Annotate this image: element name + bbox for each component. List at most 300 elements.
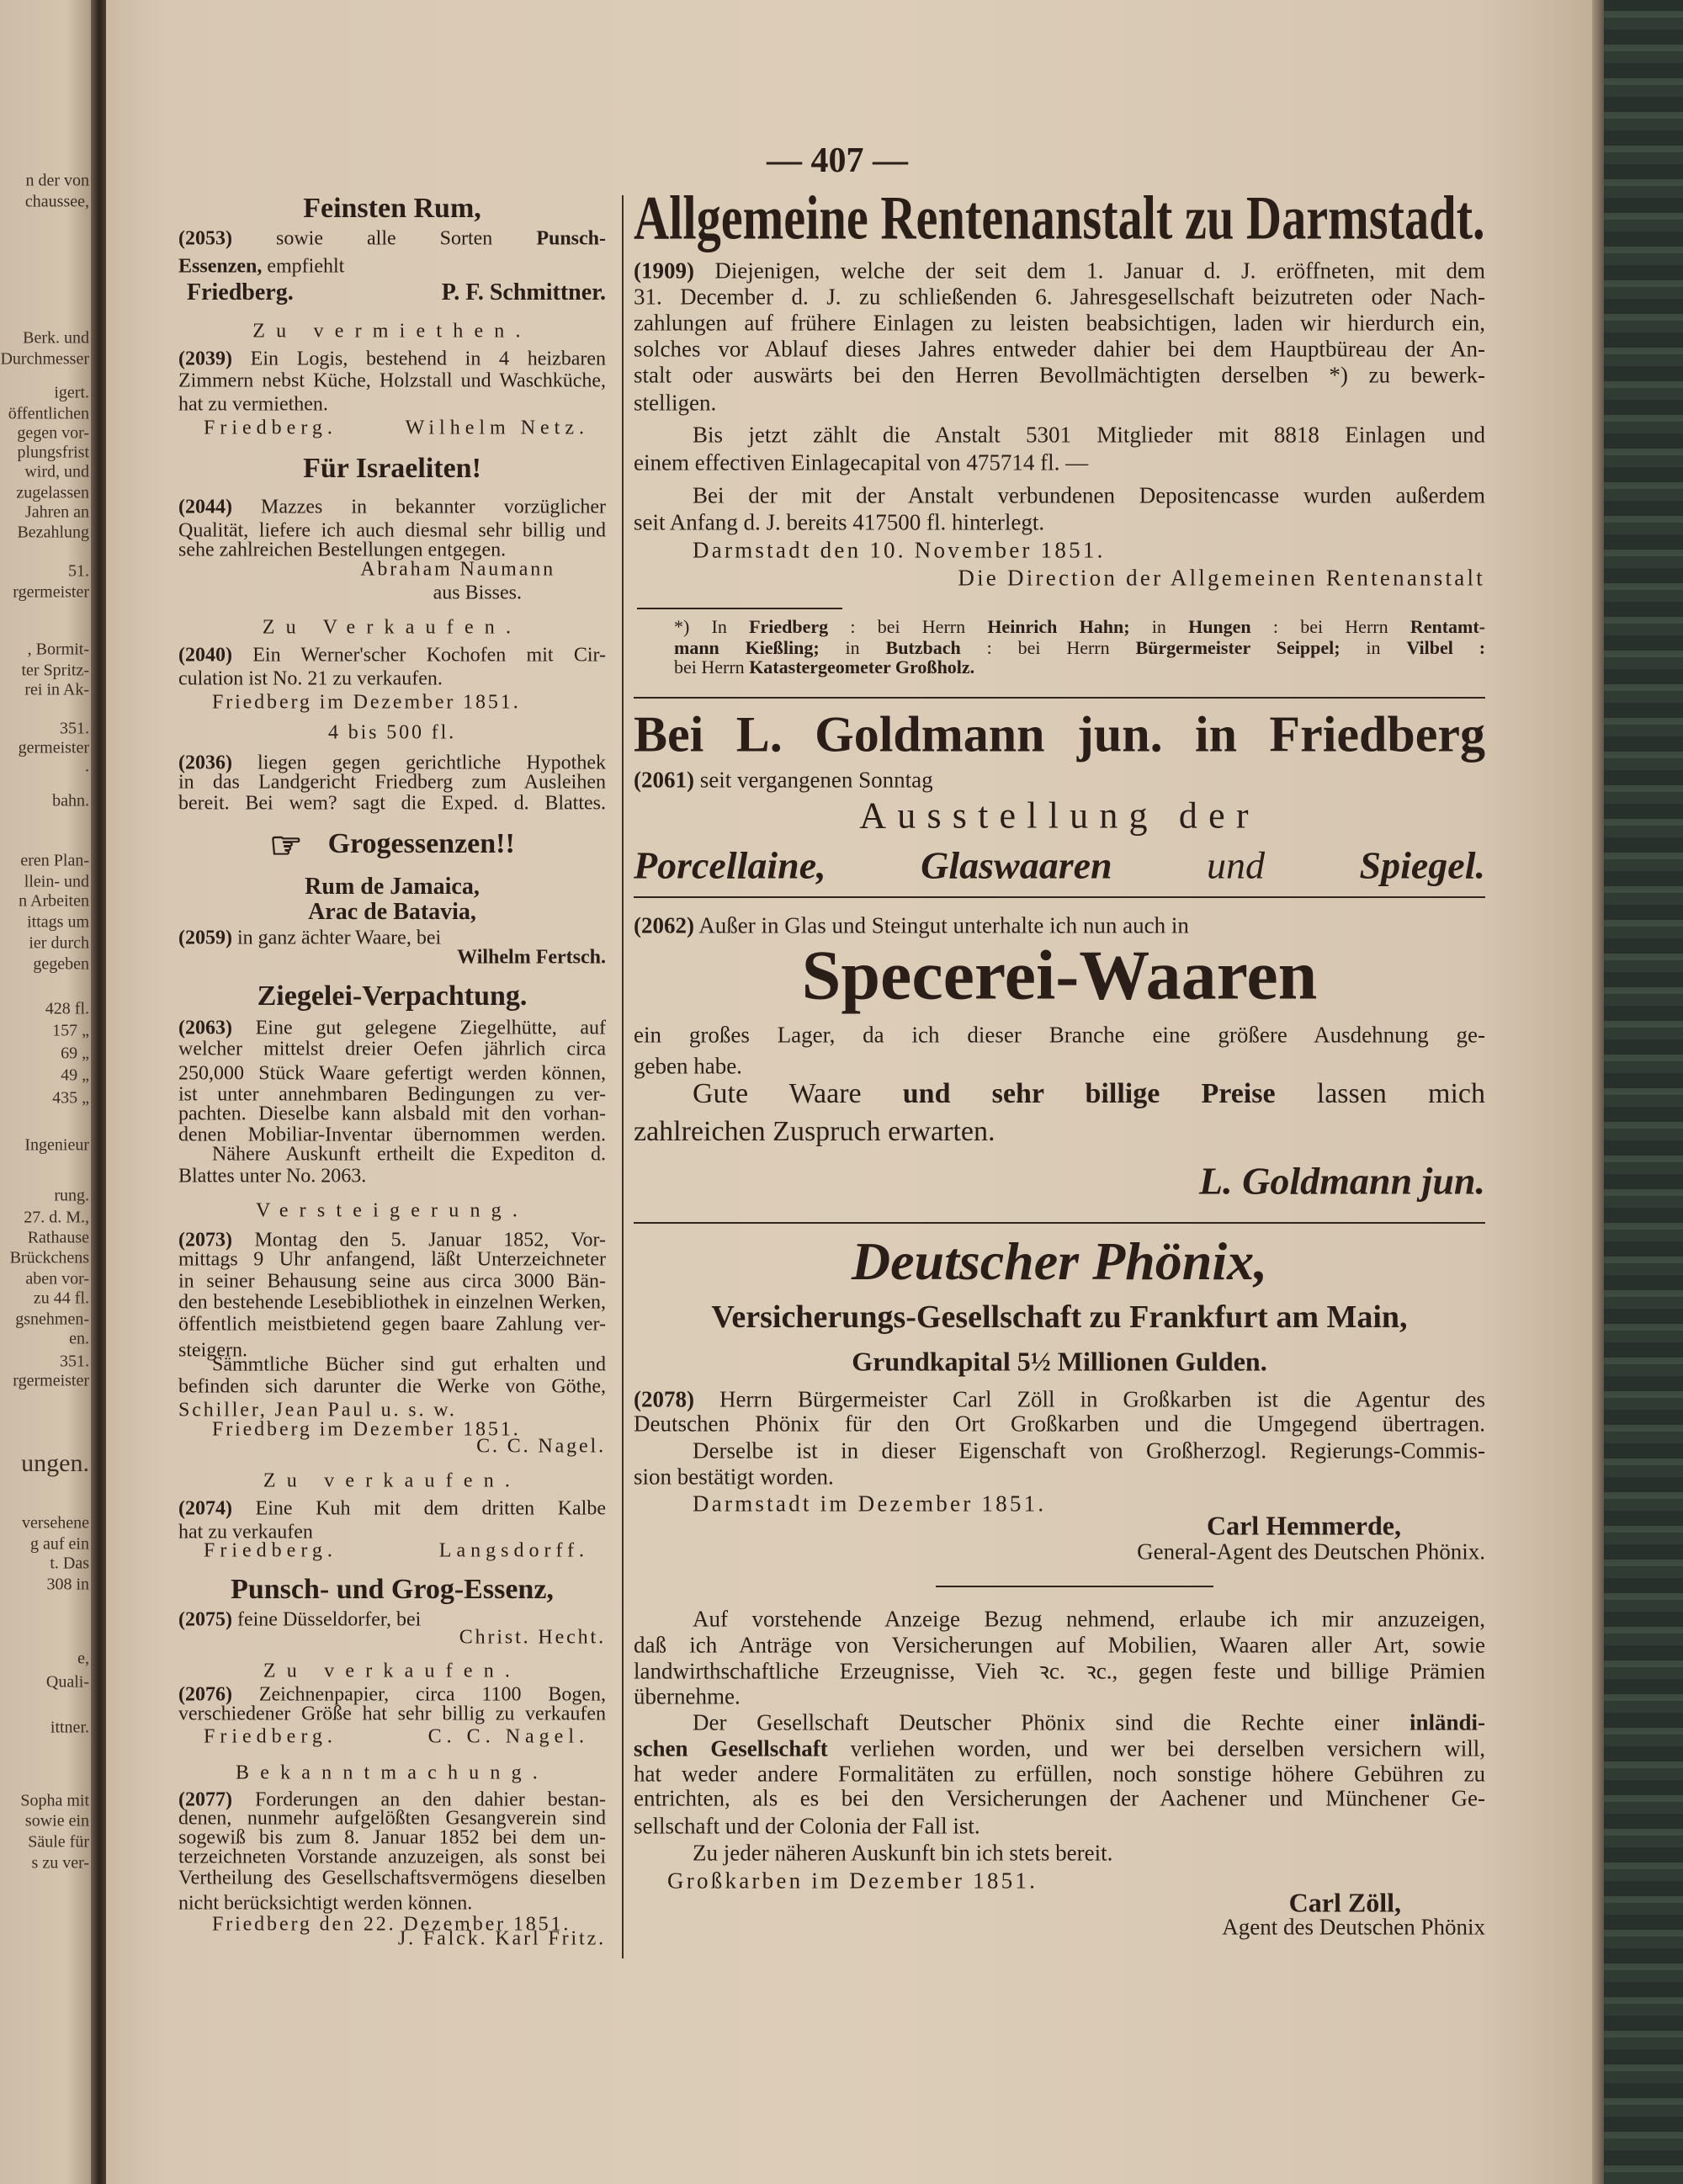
headline — [178, 899, 606, 926]
line-text: zahlreichen Zuspruch erwarten. — [634, 1116, 995, 1147]
headline — [178, 980, 606, 1012]
line-text: geben habe. — [634, 1053, 742, 1079]
margin-fragment: Brückchens — [9, 1248, 89, 1267]
line-text: Diejenigen, welche der seit dem 1. Januar d. J. eröffneten, mit dem — [693, 258, 1485, 284]
margin-fragment: 69 „ — [61, 1044, 89, 1063]
text-line — [178, 256, 606, 279]
headline — [634, 1347, 1485, 1378]
line-text: : bei Herrn — [1250, 616, 1410, 637]
line-text: Arac de Batavia, — [308, 899, 476, 925]
line-text: L. Goldmann jun. — [1199, 1159, 1485, 1203]
margin-fragment: wird, und — [24, 462, 89, 481]
line-text: Grundkapital 5½ Millionen Gulden. — [852, 1346, 1267, 1377]
line-text: Darmstadt im Dezember 1851. — [693, 1491, 1047, 1517]
margin-fragment: e, — [77, 1649, 89, 1668]
margin-fragment: Quali- — [45, 1672, 89, 1692]
text-line — [178, 1470, 606, 1493]
ad-number: (2059) — [178, 927, 232, 949]
text-line — [634, 1116, 1485, 1148]
line-text: Allgemeine Rentenanstalt zu Darmstadt. — [634, 183, 1485, 253]
margin-fragment: . — [85, 757, 89, 776]
line-text: Nähere Auskunft ertheilt die Expediton d. — [212, 1143, 606, 1166]
margin-fragment: Bezahlung — [17, 523, 89, 542]
line-text: hat weder andere Formalitäten zu erfüllen, noch sonstige höhere Gebühren zu — [634, 1761, 1485, 1787]
margin-fragment: llein- und — [24, 872, 89, 891]
emphasized-text: Rentamt- — [1410, 616, 1486, 637]
place-name: Friedberg. — [204, 1725, 337, 1748]
ad-number: (2063) — [178, 1017, 232, 1039]
text-line — [634, 391, 1485, 417]
line-text: Herrn Bürgermeister Carl Zöll in Großkarben ist die Agentur des — [693, 1386, 1485, 1412]
ad-number: (2040) — [178, 644, 232, 667]
text-line — [178, 1762, 606, 1785]
text-line — [178, 1893, 606, 1916]
headline — [178, 193, 606, 225]
line-text: Grogessenzen!! — [327, 827, 515, 859]
margin-fragment: 435 „ — [52, 1088, 89, 1108]
margin-fragment: Rathause — [27, 1228, 89, 1247]
line-text: Zeichnenpapier, circa 1100 Bogen, — [231, 1683, 606, 1706]
text-line — [178, 1376, 606, 1399]
line-text: : bei Herrn — [828, 616, 988, 637]
line-text: Außer in Glas und Steingut unterhalte ich nun auch in — [693, 912, 1189, 938]
line-text: Mazzes in bekannter vorzüglicher — [231, 496, 606, 518]
line-text: und — [1112, 843, 1360, 887]
margin-fragment: Durchmesser — [0, 349, 89, 369]
margin-fragment: eren Plan- — [20, 851, 89, 870]
margin-fragment: versehene — [22, 1513, 89, 1533]
text-line — [634, 1539, 1485, 1565]
line-text: Auf vorstehende Anzeige Bezug nehmend, erlaube ich mir anzuzeigen, — [693, 1606, 1485, 1632]
line-text: C. C. Nagel. — [476, 1435, 606, 1458]
text-line — [634, 1710, 1485, 1736]
line-text: übernehme. — [634, 1683, 741, 1709]
text-line — [634, 1023, 1485, 1049]
line-text: steigern. — [178, 1339, 247, 1362]
previous-page-edge — [0, 0, 94, 2184]
text-line — [634, 422, 1485, 449]
signature: C. C. Nagel. — [427, 1725, 589, 1748]
signature: Langsdorff. — [438, 1539, 589, 1562]
line-text: Zimmern nebst Küche, Holzstall und Waschküche, — [178, 369, 606, 392]
text-line — [634, 1464, 1485, 1491]
line-text: Derselbe ist in dieser Eigenschaft von Großherzogl. Regierungs-Commis- — [693, 1437, 1485, 1464]
line-text: ein großes Lager, da ich dieser Branche eine größere Ausdehnung ge- — [634, 1022, 1485, 1048]
line-text: zahlungen auf frühere Einlagen zu leisten beabsichtigen, laden wir hierdurch ein, — [634, 310, 1485, 336]
emphasized-text: mann Kießling; — [674, 637, 820, 658]
text-line — [178, 497, 606, 519]
margin-fragment: 308 in — [46, 1575, 89, 1594]
text-line — [634, 1736, 1485, 1762]
line-text: seit vergangenen Sonntag — [693, 767, 933, 793]
headline — [634, 183, 1485, 255]
headline — [634, 935, 1485, 1017]
margin-fragment: 49 „ — [61, 1065, 89, 1085]
line-text: : bei Herrn — [960, 637, 1136, 658]
emphasized-text: Hungen — [1188, 616, 1251, 637]
margin-fragment: g auf ein — [30, 1534, 89, 1554]
ad-number: (2062) — [634, 912, 694, 938]
text-line — [634, 1607, 1485, 1633]
text-line — [634, 1814, 1485, 1840]
margin-fragment: gegeben — [33, 954, 89, 974]
text-line — [634, 450, 1485, 476]
headline — [178, 1574, 606, 1606]
text-line — [178, 582, 606, 605]
margin-fragment: Säule für — [28, 1832, 89, 1852]
ad-number: (2074) — [178, 1497, 232, 1520]
text-line — [634, 1841, 1485, 1867]
line-text: Versicherungs-Gesellschaft zu Frankfurt am Main, — [711, 1299, 1408, 1335]
line-text: Deutscher Phönix, — [851, 1231, 1268, 1291]
text-line — [178, 417, 606, 440]
emphasized-text: Punsch- — [536, 227, 606, 250]
line-text: General-Agent des Deutschen Phönix. — [1137, 1538, 1485, 1565]
ad-number: (2061) — [634, 767, 694, 793]
text-line — [634, 538, 1485, 564]
line-text: nicht berücksichtigt werden können. — [178, 1892, 473, 1915]
margin-fragment: n der von — [25, 171, 89, 190]
line-text: solches vor Ablauf dieses Jahres entweder dahier bei dem Hauptbüreau der An- — [634, 336, 1485, 362]
text-line — [178, 1847, 606, 1869]
margin-fragment: chaussee, — [24, 192, 89, 211]
margin-fragment: ter Spritz- — [21, 661, 89, 680]
line-text: in — [1129, 616, 1189, 637]
text-line — [178, 1703, 606, 1726]
line-text: Montag den 5. Januar 1852, Vor- — [231, 1229, 606, 1251]
line-text: in das Landgericht Friedberg zum Ausleihen — [178, 771, 606, 794]
text-line — [634, 1786, 1485, 1812]
line-text: *) In — [674, 616, 750, 637]
margin-fragment: t. Das — [50, 1554, 89, 1573]
text-line — [178, 1292, 606, 1315]
text-line — [178, 370, 606, 393]
margin-fragment: ittags um — [27, 912, 89, 932]
line-text: Deutschen Phönix für den Ort Großkarben und die Umgegend übertragen. — [634, 1411, 1485, 1437]
line-text: denen Mobiliar-Inventar übernommen werden. — [178, 1124, 606, 1146]
line-text: 4 bis 500 fl. — [327, 721, 457, 744]
book-cover-edge — [1592, 0, 1683, 2184]
line-text: aus Bisses. — [433, 582, 522, 604]
emphasized-text: schen Gesellschaft — [634, 1735, 828, 1762]
margin-fragment: ittner. — [50, 1718, 89, 1737]
line-text: seit Anfang d. J. bereits 417500 fl. hinterlegt. — [634, 509, 1045, 535]
margin-fragment: 51. — [68, 561, 89, 581]
emphasized-text: Vilbel : — [1406, 637, 1486, 658]
text-line — [634, 616, 1485, 638]
text-line — [634, 566, 1485, 592]
margin-fragment: gegen vor- — [17, 423, 89, 443]
emphasized-text: Heinrich Hahn; — [987, 616, 1130, 637]
section-rule — [634, 697, 1485, 699]
emphasized-text: Essenzen, — [178, 255, 263, 278]
line-text: Carl Zöll, — [1288, 1887, 1401, 1918]
line-text: Friedberg den 22. Dezember 1851. — [212, 1913, 571, 1936]
text-line — [634, 258, 1485, 284]
headline — [178, 453, 606, 485]
line-text: Zu vermiethen. — [252, 320, 532, 343]
headline — [634, 706, 1485, 764]
text-line — [634, 843, 1485, 888]
margin-fragment: 157 „ — [52, 1021, 89, 1040]
text-line — [178, 1498, 606, 1521]
line-text: Ausstellung der — [859, 794, 1260, 837]
line-text: Zu jeder näheren Auskunft bin ich stets bereit. — [693, 1840, 1113, 1866]
margin-fragment: , Bormit- — [27, 640, 89, 659]
headline — [634, 1299, 1485, 1336]
text-line — [178, 1726, 606, 1749]
page-number: — 407 — — [767, 141, 908, 180]
emphasized-text: Bürgermeister Seippel; — [1135, 637, 1341, 658]
text-line — [178, 1627, 606, 1650]
text-line — [634, 483, 1485, 509]
text-line — [178, 559, 606, 582]
text-line — [178, 1354, 606, 1377]
text-line — [634, 1684, 1485, 1710]
line-text: Ein Logis, bestehend in 4 heizbaren — [231, 348, 606, 370]
line-text: hat zu verkaufen — [178, 1521, 313, 1544]
ad-number: (2076) — [178, 1683, 232, 1706]
line-text: Rum de Jamaica, — [305, 874, 480, 900]
page-edge-shadow — [1592, 0, 1604, 2184]
line-text: ist unter annehmbaren Bedingungen zu ver- — [178, 1083, 606, 1106]
text-line — [178, 668, 606, 691]
margin-fragment: n Arbeiten — [19, 891, 89, 911]
text-line — [178, 279, 606, 306]
line-text: den bestehende Lesebibliothek in einzelnen Werken, — [178, 1291, 606, 1314]
margin-fragment: Berk. und — [23, 328, 89, 348]
text-line — [178, 1039, 606, 1061]
text-line — [634, 337, 1485, 363]
margin-fragment: germeister — [18, 738, 89, 757]
line-text: Bei L. Goldmann jun. in Friedberg — [634, 706, 1485, 763]
text-line — [178, 1103, 606, 1126]
margin-fragment: en. — [69, 1329, 89, 1348]
margin-fragment: s zu ver- — [31, 1853, 89, 1873]
short-rule — [936, 1586, 1213, 1587]
ad-number: (2078) — [634, 1386, 694, 1412]
line-text: bei Herrn — [674, 656, 750, 678]
text-line — [178, 348, 606, 371]
emphasized-text: Wilhelm Fertsch. — [457, 946, 606, 969]
place-name: Friedberg. — [204, 1539, 337, 1562]
line-text: entrichten, als es bei den Versicherungen der Aachener und Münchener Ge- — [634, 1785, 1485, 1811]
line-text: Forderungen an den dahier bestan- — [231, 1788, 606, 1811]
text-line — [178, 228, 606, 251]
text-line — [178, 947, 606, 970]
line-text: terzeichneten Vorstande anzuzeigen, als sonst bei — [178, 1846, 606, 1868]
emphasized-text: Katastergeometer Großholz. — [749, 656, 975, 678]
margin-fragment: Jahren an — [24, 502, 89, 522]
line-text: sehe zahlreichen Bestellungen entgegen. — [178, 539, 507, 561]
emphasized-text: inländi- — [1409, 1709, 1485, 1735]
line-text: Bis jetzt zählt die Anstalt 5301 Mitglieder mit 8818 Einlagen und — [693, 422, 1485, 448]
text-line — [178, 793, 606, 816]
line-text: öffentlich meistbietend gegen baare Zahlung ver- — [178, 1313, 606, 1336]
line-text: Zu Verkaufen. — [262, 616, 523, 639]
margin-fragment: gsnehmen- — [15, 1310, 89, 1329]
text-line — [634, 656, 1485, 678]
text-line — [178, 1540, 606, 1563]
text-line — [634, 1915, 1485, 1941]
text-line — [634, 1438, 1485, 1464]
margin-fragment: bahn. — [52, 791, 89, 810]
text-line — [178, 1018, 606, 1040]
margin-fragment: sowie ein — [24, 1811, 89, 1831]
text-line — [178, 1868, 606, 1890]
line-text: denen, nunmehr aufgelößten Gesangverein sind — [178, 1807, 606, 1830]
headline — [178, 874, 606, 901]
text-line — [178, 617, 606, 640]
line-text: Sämmtliche Bücher sind gut erhalten und — [212, 1353, 606, 1376]
margin-fragment: Ingenieur — [24, 1135, 89, 1155]
line-text: lassen mich — [1275, 1078, 1485, 1109]
ad-number: (2044) — [178, 496, 232, 518]
text-line — [634, 1655, 1485, 1686]
line-text: Feinsten Rum, — [303, 193, 481, 224]
ad-number: (2073) — [178, 1229, 232, 1251]
line-text: Versteigerung. — [255, 1199, 529, 1222]
line-text: hat zu vermiethen. — [178, 393, 328, 416]
line-text: Blattes unter No. 2063. — [178, 1165, 367, 1188]
ad-number: (2077) — [178, 1788, 232, 1811]
margin-fragment: 351. — [60, 1352, 89, 1371]
line-text: Vertheilung des Gesellschaftsvermögens dieselben — [178, 1867, 606, 1889]
line-text: Friedberg im Dezember 1851. — [212, 1418, 521, 1441]
text-line — [634, 1159, 1485, 1204]
margin-fragment: zu 44 fl. — [33, 1289, 89, 1308]
section-rule — [634, 896, 1485, 898]
line-text: Darmstadt den 10. November 1851. — [693, 537, 1106, 563]
line-text: Gute Waare — [693, 1078, 903, 1109]
line-text: welcher mittelst dreier Oefen jährlich circa — [178, 1038, 606, 1060]
line-text: Ein Werner'scher Kochofen mit Cir- — [231, 644, 606, 667]
text-line — [634, 1762, 1485, 1788]
line-text: empfiehlt — [262, 255, 345, 278]
text-line — [178, 1271, 606, 1294]
line-text: Christ. Hecht. — [459, 1626, 606, 1649]
line-text: Abraham Naumann — [360, 558, 555, 581]
place-name: Friedberg. — [187, 279, 294, 306]
ad-number: (1909) — [634, 258, 694, 284]
headline — [178, 825, 606, 868]
margin-fragment: rei in Ak- — [24, 680, 89, 699]
text-line — [178, 722, 606, 745]
margin-fragment: ungen. — [21, 1448, 89, 1477]
line-text: feine Düsseldorfer, bei — [231, 1608, 422, 1631]
line-text: 250,000 Stück Waare gefertigt werden können, — [178, 1062, 606, 1085]
emphasized-text: Spiegel. — [1359, 843, 1485, 887]
line-text: Friedberg im Dezember 1851. — [212, 691, 521, 714]
line-text: Agent des Deutschen Phönix — [1222, 1914, 1485, 1940]
line-text: Carl Hemmerde, — [1206, 1510, 1401, 1541]
margin-fragment: plungsfrist — [17, 443, 89, 462]
ad-number: (2036) — [178, 752, 232, 774]
line-text: Bei der mit der Anstalt verbundenen Depositencasse wurden außerdem — [693, 482, 1485, 508]
margin-fragment: igert. — [54, 383, 89, 402]
line-text: liegen gegen gerichtliche Hypothek — [231, 752, 606, 774]
text-line — [178, 394, 606, 417]
line-text: stelligen. — [634, 390, 717, 416]
line-text: verschiedener Größe hat sehr billig zu verkaufen — [178, 1703, 606, 1725]
text-line — [634, 1387, 1485, 1413]
signature: P. F. Schmittner. — [441, 279, 606, 306]
text-line — [178, 1063, 606, 1086]
line-text: Eine Kuh mit dem dritten Kalbe — [231, 1497, 606, 1520]
line-text: Ziegelei-Verpachtung. — [257, 980, 528, 1012]
line-text: Für Israeliten! — [303, 453, 481, 484]
text-line — [178, 692, 606, 715]
line-text: daß ich Anträge von Versicherungen auf Mobilien, Waaren aller Art, sowie — [634, 1632, 1485, 1658]
place-name: Friedberg. — [204, 417, 337, 439]
text-line — [634, 768, 1485, 794]
line-text: mittags 9 Uhr anfangend, läßt Unterzeichneter — [178, 1248, 606, 1271]
text-line — [634, 1078, 1485, 1110]
ad-number: (2075) — [178, 1608, 232, 1631]
text-line — [634, 363, 1485, 389]
text-line — [178, 1928, 606, 1951]
margin-fragment: rgermeister — [13, 1371, 89, 1390]
line-text: Schiller, Jean Paul u. s. w. — [178, 1399, 457, 1421]
section-rule — [634, 1222, 1485, 1224]
margin-fragment: 27. d. M., — [24, 1208, 89, 1227]
line-text: sellschaft und der Colonia der Fall ist. — [634, 1813, 980, 1839]
line-text: landwirthschaftliche Erzeugnisse, Vieh ꝛc. ꝛc., gegen feste und billige Prämien — [634, 1658, 1485, 1684]
line-text: Zu verkaufen. — [263, 1469, 522, 1492]
headline — [634, 1230, 1485, 1293]
line-text: sogewiß bis zum 8. Januar 1852 bei dem un- — [178, 1826, 606, 1849]
text-line — [634, 1411, 1485, 1437]
text-line — [634, 311, 1485, 337]
line-text: J. Falck. Karl Fritz. — [397, 1927, 606, 1950]
text-line — [178, 1436, 606, 1459]
margin-fragment: rung. — [54, 1186, 89, 1205]
line-text: sion bestätigt worden. — [634, 1464, 834, 1490]
line-text: Specerei-Waaren — [801, 936, 1318, 1015]
pointing-hand-icon: ☞ — [269, 825, 303, 867]
signature: Wilhelm Netz. — [405, 417, 589, 439]
text-line — [178, 1314, 606, 1336]
ad-number: (2039) — [178, 348, 232, 370]
emphasized-text: Porcellaine, Glaswaaren — [634, 843, 1112, 887]
line-text: 31. December d. J. zu schließenden 6. Jahresgesellschaft beizutreten oder Nach- — [634, 284, 1485, 310]
margin-fragment: zugelassen — [16, 483, 89, 502]
text-line — [178, 1144, 606, 1166]
headline — [634, 794, 1485, 837]
line-text: verliehen worden, und wer bei derselben versichern will, — [827, 1735, 1485, 1762]
text-line — [178, 321, 606, 343]
line-text: Zu verkaufen. — [263, 1660, 522, 1682]
column-divider — [622, 195, 624, 1958]
line-text: Qualität, liefere ich auch diesmal sehr billig und — [178, 519, 606, 542]
margin-fragment: öffentlichen — [8, 404, 89, 423]
text-line — [634, 1054, 1485, 1080]
text-line — [634, 1511, 1485, 1542]
margin-fragment: rgermeister — [13, 582, 89, 602]
line-text: Die Direction der Allgemeinen Rentenanstalt — [958, 565, 1485, 591]
line-text: Der Gesellschaft Deutscher Phönix sind die Rechte einer — [693, 1709, 1410, 1735]
line-text: Bekanntmachung. — [236, 1762, 549, 1784]
margin-fragment: Sopha mit — [20, 1791, 89, 1810]
line-text: in — [819, 637, 886, 658]
text-line — [178, 645, 606, 667]
line-text: Eine gut gelegene Ziegelhütte, auf — [231, 1017, 606, 1039]
line-text: bereit. Bei wem? sagt die Exped. d. Blattes. — [178, 792, 606, 815]
text-line — [178, 1200, 606, 1223]
margin-fragment: 351. — [60, 719, 89, 738]
line-text: sowie alle Sorten — [231, 227, 537, 250]
footnote-rule — [637, 608, 842, 609]
